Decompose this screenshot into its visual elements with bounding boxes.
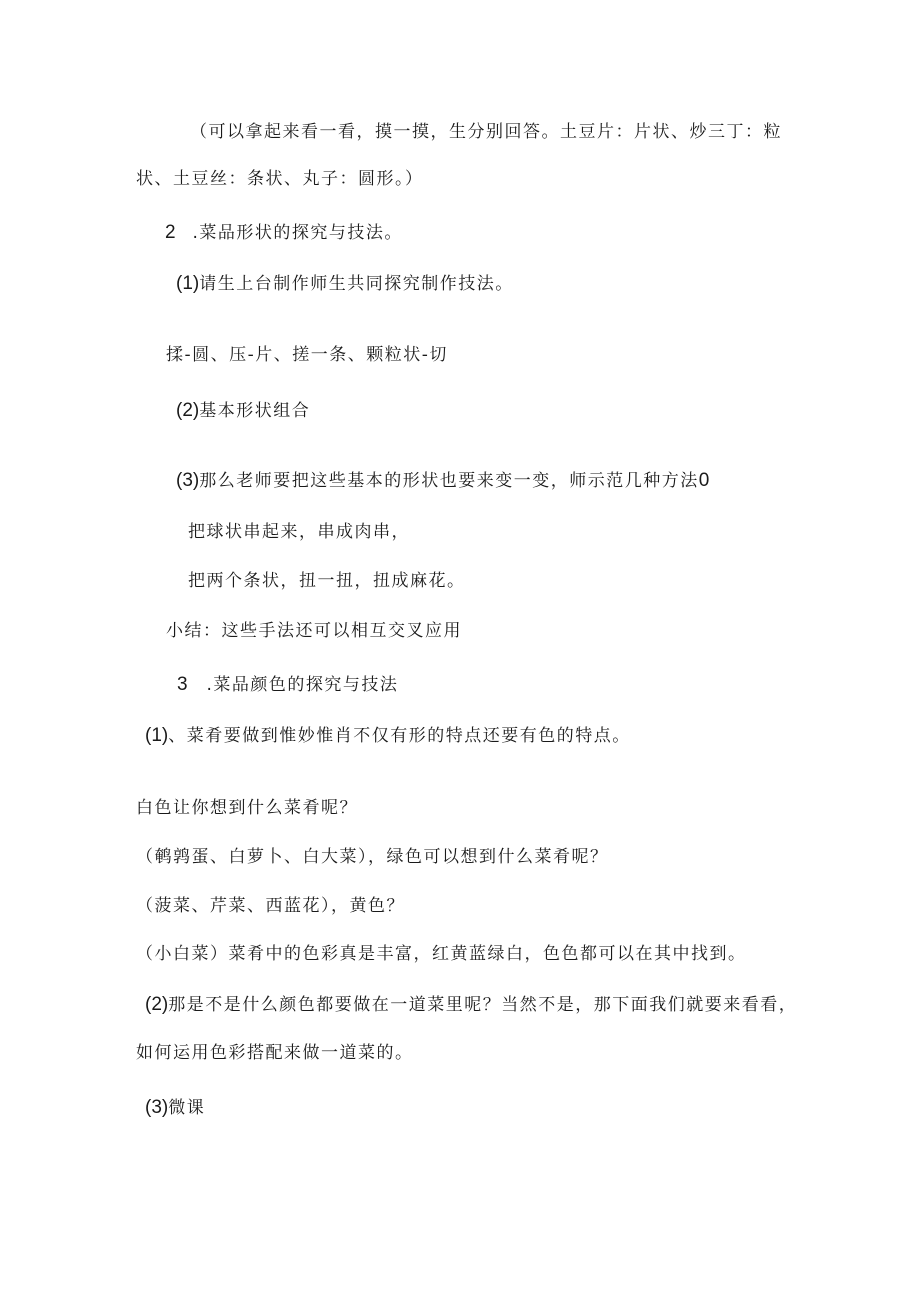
demo-twist: 把两个条状，扭一扭，扭成麻花。: [188, 571, 466, 591]
color-step-1: (1)、菜肴要做到惟妙惟肖不仅有形的特点还要有色的特点。: [145, 725, 631, 746]
paragraph-intro-line-2: 状、土豆丝：条状、丸子：圆形。）: [136, 169, 424, 189]
section-heading-shape: 2 .菜品形状的探究与技法。: [165, 222, 403, 243]
demo-skewer: 把球状串起来，串成肉串，: [188, 522, 410, 542]
step-1-shape: (1)请生上台制作师生共同探究制作技法。: [176, 273, 514, 294]
color-step-3: (3)微课: [145, 1097, 206, 1118]
step-2-shape: (2)基本形状组合: [176, 400, 311, 421]
answer-yellow: （小白菜）菜肴中的色彩真是丰富，红黄蓝绿白，色色都可以在其中找到。: [136, 944, 747, 964]
section-heading-color: 3 .菜品颜色的探究与技法: [177, 674, 399, 695]
summary-line: 小结：这些手法还可以相互交叉应用: [166, 621, 462, 641]
color-step-2: (2)那是不是什么颜色都要做在一道菜里呢？当然不是，那下面我们就要来看看，: [145, 994, 798, 1015]
paragraph-intro-line-1: （可以拿起来看一看，摸一摸，生分别回答。土豆片：片状、炒三丁：粒: [190, 122, 782, 142]
step-3-shape: (3)那么老师要把这些基本的形状也要来变一变，师示范几种方法0: [176, 470, 710, 491]
techniques-list: 揉-圆、压-片、搓一条、颗粒状-切: [166, 345, 448, 365]
color-step-2-line-2: 如何运用色彩搭配来做一道菜的。: [136, 1043, 414, 1063]
answer-green: （菠菜、芹菜、西蓝花），黄色？: [136, 896, 405, 916]
answer-white: （鹌鹑蛋、白萝卜、白大菜），绿色可以想到什么菜肴呢？: [136, 847, 609, 867]
question-white: 白色让你想到什么菜肴呢？: [136, 798, 358, 818]
